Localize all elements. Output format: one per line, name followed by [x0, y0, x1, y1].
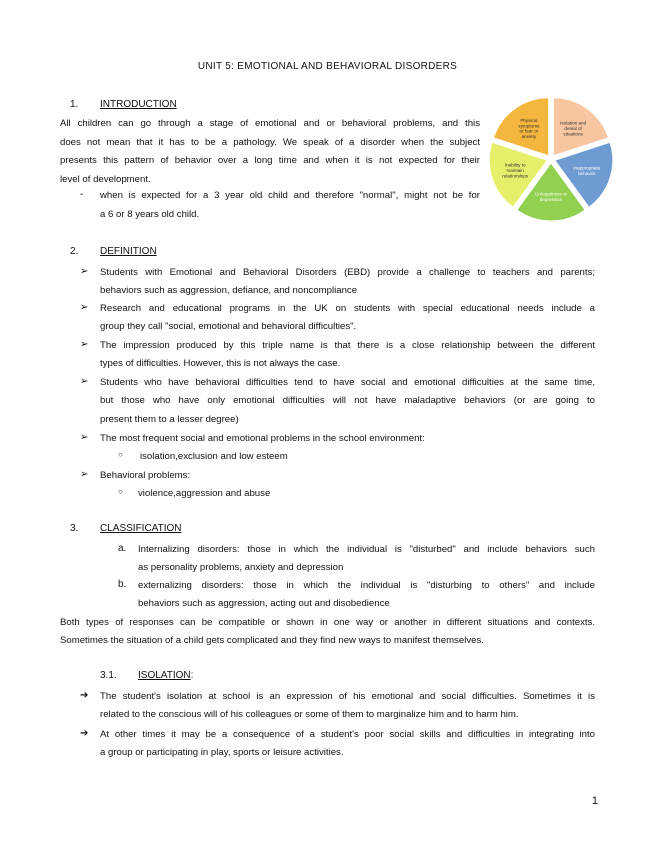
pie-slice-label: Inappropriate behavior — [573, 165, 601, 176]
section-title: INTRODUCTION — [100, 99, 177, 110]
classification-paragraph — [60, 614, 595, 651]
definition-subitem — [140, 448, 540, 466]
text-line: Sometimes the situation of a child gets complicated and they find new ways to manifest themselves. — [60, 635, 484, 647]
circle-bullet: ○ — [118, 487, 123, 496]
text-line: does not mean that it has to be a pathology. We speak of a disorder when the subject — [60, 136, 480, 148]
text-line: behaviors such as aggression, defiance, and noncompliance — [100, 285, 358, 297]
arrow-bullet: ➢ — [80, 302, 89, 313]
definition-item — [100, 337, 595, 374]
text-line: but those who have only emotional difficulties will not have maladaptive behaviors (or are going to — [100, 395, 595, 407]
arrow-bullet: ➔ — [80, 728, 89, 739]
page-title: UNIT 5: EMOTIONAL AND BEHAVIORAL DISORDERS — [197, 61, 458, 72]
section-number: 3. — [70, 523, 79, 534]
text-line: The impression produced by this triple name is that there is a close relationship between the different — [100, 340, 595, 351]
text-line: level of development. — [60, 174, 151, 186]
text-line: present them to a lesser degree) — [100, 413, 239, 425]
pie-slice-label: Physical symptoms or fear or anxiety — [518, 117, 540, 140]
pie-slice-label: Unhappiness or depression — [534, 191, 568, 202]
text-line: The student's isolation at school is an expression of his emotional and social difficulties. Sometimes it is — [100, 691, 595, 702]
arrow-bullet: ➢ — [80, 376, 89, 387]
list-marker-a: a. — [118, 543, 127, 554]
text-line: At other times it may be a consequence of a student's poor social skills and difficulties in integrating into — [100, 729, 595, 740]
text-line: a group or participating in play, sports or leisure activities. — [100, 747, 344, 759]
page-number: 1 — [591, 795, 598, 807]
arrow-bullet: ➢ — [80, 339, 89, 350]
text-line: related to the conscious will of his colleagues or some of them to marginalize him and to harm him. — [100, 709, 519, 721]
pie-slices — [489, 98, 613, 221]
section-title: CLASSIFICATION — [100, 523, 182, 534]
arrow-bullet: ➔ — [80, 690, 89, 701]
classification-item-a — [138, 541, 595, 578]
text-line: Behavioral problems: — [100, 470, 191, 481]
definition-subitem — [138, 485, 538, 503]
text-line: presents this pattern of behavior over a long time and when it is not expected for their — [60, 155, 480, 167]
text-line: Students who have behavioral difficulties tend to have social and emotional difficulties at the same time, — [100, 377, 595, 388]
text-line: a 6 or 8 years old child. — [100, 208, 200, 220]
definition-item — [100, 300, 595, 337]
text-line: Both types of responses can be compatible or shown in one way or another in different situations and contexts. — [60, 617, 595, 628]
section-number: 3.1. — [100, 670, 117, 681]
text-line: Research and educational programs in the UK on students with special educational needs include a — [100, 303, 595, 314]
arrow-bullet: ➢ — [80, 469, 89, 480]
section-title-wrap — [138, 670, 193, 681]
definition-item — [100, 374, 595, 429]
intro-dash-item — [100, 187, 480, 224]
text-line: types of difficulties. However, this is not always the case. — [100, 358, 341, 370]
text-line: isolation,exclusion and low esteem — [140, 451, 288, 462]
section-number: 1. — [70, 99, 79, 110]
section-title: DEFINITION — [100, 246, 157, 257]
text-line: as personality problems, anxiety and depression — [138, 562, 344, 574]
list-marker-b: b. — [118, 579, 127, 590]
isolation-item — [100, 726, 595, 763]
classification-item-b — [138, 577, 595, 614]
text-line: externalizing disorders: those in which the individual is "disturbing to others" and include — [138, 580, 595, 591]
text-line: behaviors such as aggression, acting out and disobedience — [138, 598, 390, 610]
text-line: when is expected for a 3 year old child and therefore "normal", might not be for — [100, 190, 480, 201]
section-title: ISOLATION — [138, 670, 191, 681]
text-line: All children can go through a stage of emotional and or behavioral problems, and this — [60, 118, 480, 129]
definition-item — [100, 264, 595, 301]
intro-paragraph — [60, 115, 480, 190]
pie-chart — [484, 92, 618, 226]
pie-slice-label: Isolation and denial of situations — [560, 120, 587, 137]
definition-item — [100, 467, 595, 485]
circle-bullet: ○ — [118, 450, 123, 459]
heading-colon: : — [190, 670, 194, 681]
arrow-bullet: ➢ — [80, 266, 89, 277]
pie-slice-label: Inability to maintain relationships — [502, 162, 529, 179]
text-line: group they call "social, emotional and behavioral difficulties". — [100, 321, 357, 333]
text-line: Students with Emotional and Behavioral Disorders (EBD) provide a challenge to teachers and parents; — [100, 267, 595, 278]
arrow-bullet: ➢ — [80, 432, 89, 443]
dash-bullet: - — [80, 189, 84, 200]
isolation-item — [100, 688, 595, 725]
text-line: violence,aggression and abuse — [138, 488, 271, 499]
text-line: Internalizing disorders: those in which the individual is "disturbed" and include behaviors such — [138, 544, 595, 555]
section-number: 2. — [70, 246, 79, 257]
definition-item — [100, 430, 595, 448]
text-line: The most frequent social and emotional problems in the school environment: — [100, 433, 425, 444]
